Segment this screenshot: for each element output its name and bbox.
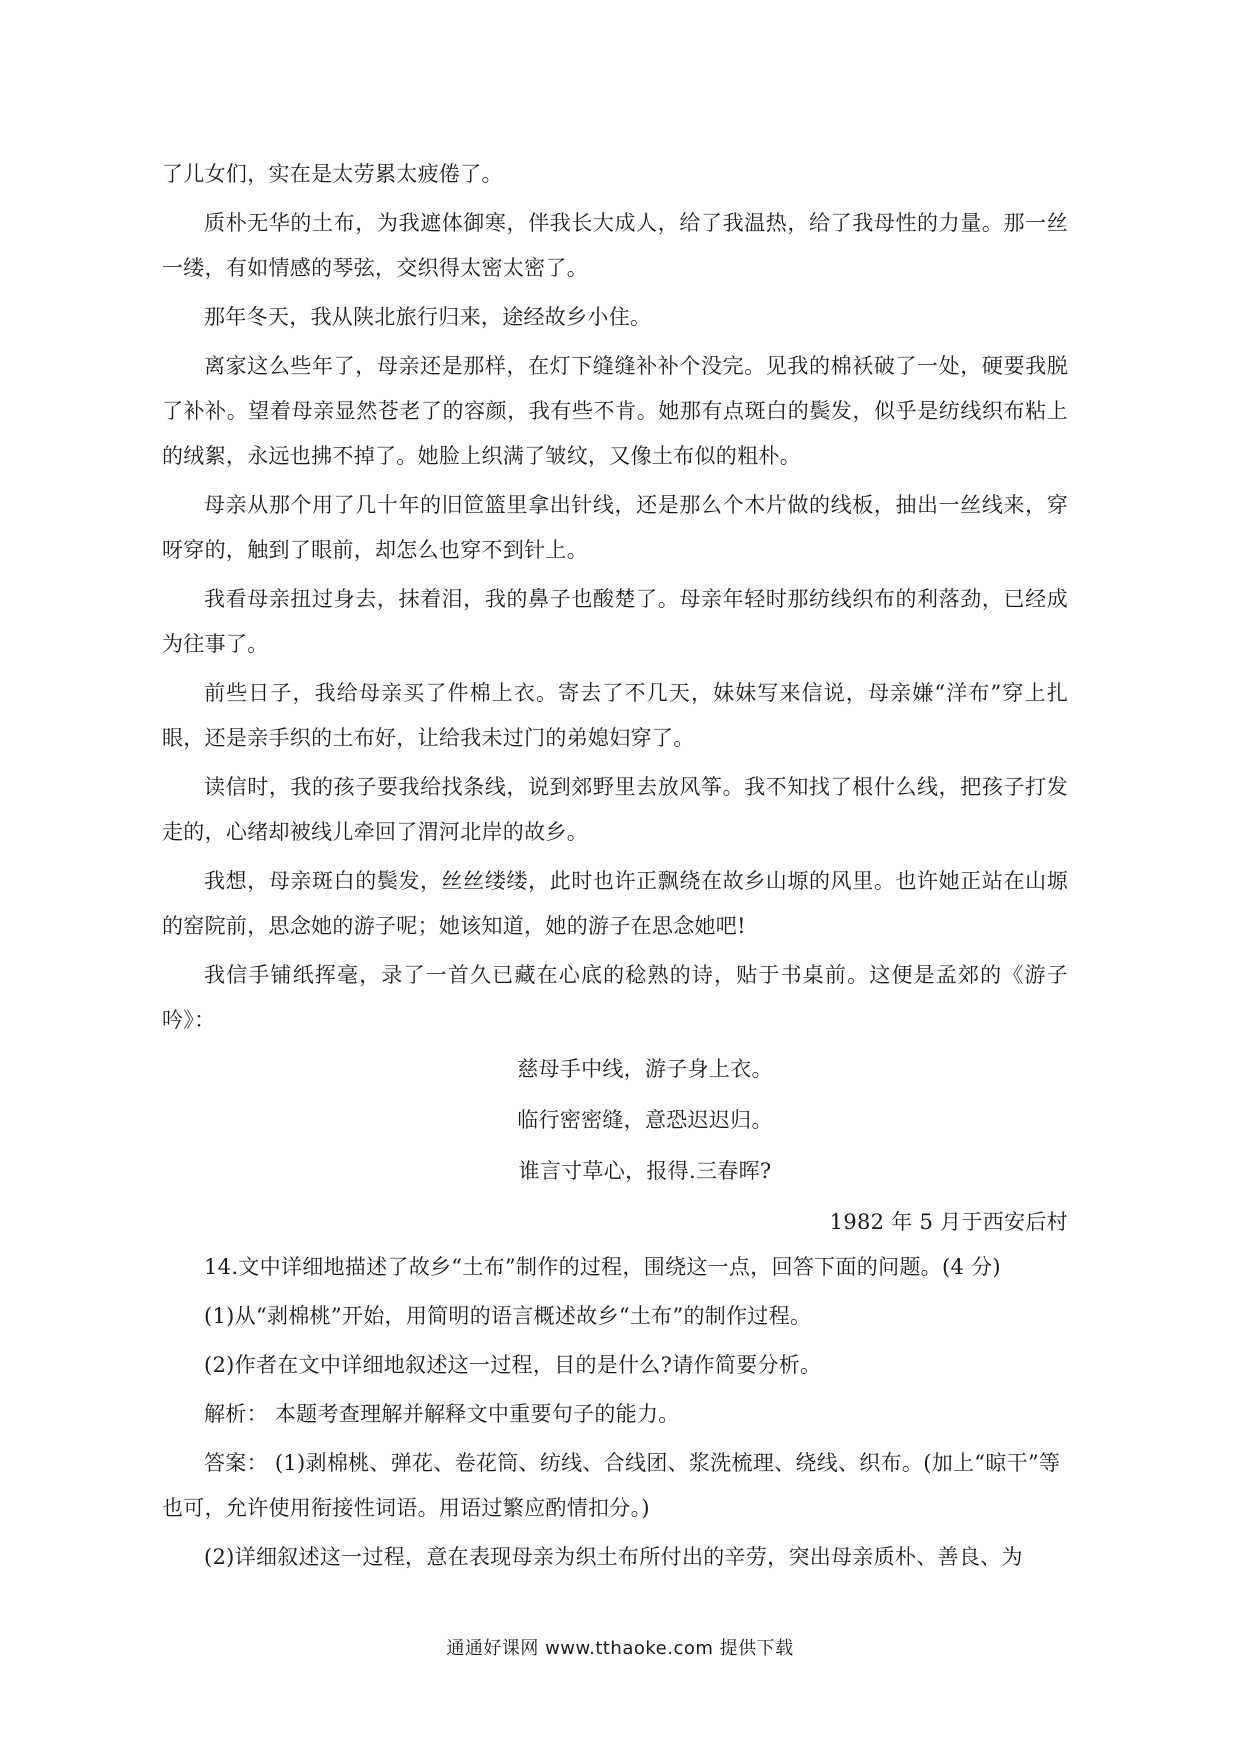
- paragraph: 那年冬天，我从陕北旅行归来，途经故乡小住。: [204, 305, 652, 329]
- date-signature: 1982 年 5 月于西安后村: [829, 1210, 1068, 1234]
- paragraph: 了儿女们，实在是太劳累太疲倦了。: [162, 162, 503, 186]
- question-section: [162, 1245, 1068, 1580]
- question-item: (1)从“剥棉桃”开始，用简明的语言概述故乡“土布”的制作过程。: [204, 1304, 812, 1328]
- poem-line: 慈母手中线，游子身上衣。: [517, 1057, 773, 1081]
- paragraph: 我想，母亲斑白的鬓发，丝丝缕缕，此时也许正飘绕在故乡山塬的风里。也许她正站在山塬的窑院前，思念她的游子呢；她该知道，她的游子在思念她吧!: [162, 869, 1068, 938]
- poem-line: 谁言寸草心，报得.三春晖?: [518, 1159, 772, 1183]
- paragraph: 质朴无华的土布，为我遮体御寒，伴我长大成人，给了我温热，给了我母性的力量。那一丝一缕，有如情感的琴弦，交织得太密太密了。: [162, 211, 1068, 280]
- paragraph: 我信手铺纸挥毫，录了一首久已藏在心底的稔熟的诗，贴于书桌前。这便是孟郊的《游子吟》：: [162, 963, 1068, 1032]
- answer-text: 答案： (1)剥棉桃、弹花、卷花筒、纺线、合线团、浆洗梳理、绕线、织布。(加上“晾干”等也可，允许使用衔接性词语。用语过繁应酌情扣分。): [162, 1451, 1061, 1520]
- analysis-text: 解析： 本题考查理解并解释文中重要句子的能力。: [204, 1402, 680, 1426]
- paragraph: 离家这么些年了，母亲还是那样，在灯下缝缝补补个没完。见我的棉袄破了一处，硬要我脱了补补。望着母亲显然苍老了的容颜，我有些不肯。她那有点斑白的鬓发，似乎是纺线织布粘上的绒絮，永远也拂不掉了。她脸上织满了皱纹，又像土布似的粗朴。: [162, 354, 1068, 468]
- paragraph: 前些日子，我给母亲买了件棉上衣。寄去了不几天，妹妹写来信说，母亲嫌“洋布”穿上扎眼，还是亲手织的土布好，让给我未过门的弟媳妇穿了。: [162, 681, 1068, 750]
- question-title: 14.文中详细地描述了故乡“土布”制作的过程，围绕这一点，回答下面的问题。(4 分): [204, 1255, 1001, 1279]
- paragraph: 母亲从那个用了几十年的旧笸篮里拿出针线，还是那么个木片做的线板，抽出一丝线来，穿呀穿的，触到了眼前，却怎么也穿不到针上。: [162, 493, 1068, 562]
- poem-block: [162, 1047, 1068, 1194]
- poem-line: 临行密密缝，意恐迟迟归。: [517, 1108, 773, 1132]
- answer-text: (2)详细叙述这一过程，意在表现母亲为织土布所付出的辛劳，突出母亲质朴、善良、为: [204, 1545, 1023, 1569]
- article-body: [162, 152, 1068, 1584]
- paragraph: 我看母亲扭过身去，抹着泪，我的鼻子也酸楚了。母亲年轻时那纺线织布的利落劲，已经成为往事了。: [162, 587, 1068, 656]
- question-item: (2)作者在文中详细地叙述这一过程，目的是什么?请作简要分析。: [204, 1353, 822, 1377]
- paragraph: 读信时，我的孩子要我给找条线，说到郊野里去放风筝。我不知找了根什么线，把孩子打发走的，心绪却被线儿牵回了渭河北岸的故乡。: [162, 775, 1068, 844]
- page-footer: 通通好课网 www.tthaoke.com 提供下载: [446, 1638, 794, 1659]
